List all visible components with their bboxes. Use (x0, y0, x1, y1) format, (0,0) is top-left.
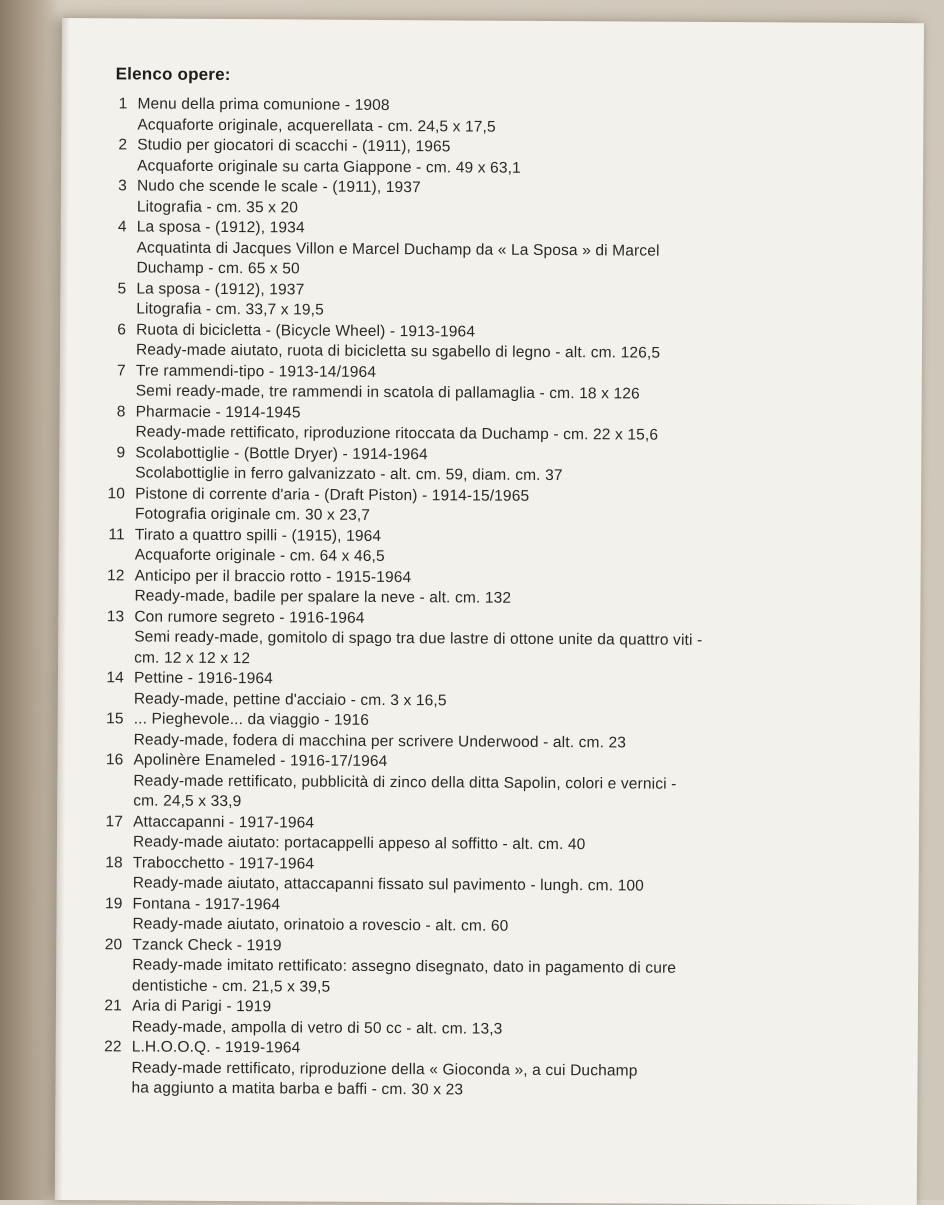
entry-description: Duchamp - cm. 65 x 50 (136, 259, 300, 278)
entry-body (136, 279, 848, 324)
entry-description: Ready-made, badile per spalare la neve - alt. cm. 132 (134, 587, 512, 607)
entry-number: 10 (107, 484, 126, 502)
entry-description: Ready-made imitato rettificato: assegno disegnato, dato in pagamento di cure (132, 956, 677, 977)
entry-title: Ruota di bicicletta - (Bicycle Wheel) - 1913-1964 (136, 320, 476, 341)
entry-title: Tzanck Check - 1919 (132, 935, 282, 954)
list-item (87, 525, 847, 571)
entry-description: Scolabottiglie in ferro galvanizzato - alt. cm. 59, diam. cm. 37 (135, 464, 563, 485)
entry-number: 17 (105, 812, 124, 830)
list-item (88, 320, 848, 366)
entry-body (134, 607, 846, 673)
entry-description: Ready-made, pettine d'acciaio - cm. 3 x 16,5 (133, 689, 447, 709)
entry-body (136, 361, 848, 406)
entry-body (134, 668, 846, 713)
list-item (88, 361, 848, 407)
entry-description: Semi ready-made, tre rammendi in scatola di pallamaglia - cm. 18 x 126 (135, 382, 640, 403)
entry-title: La sposa - (1912), 1934 (136, 218, 305, 237)
list-item (89, 94, 849, 140)
entry-description: cm. 24,5 x 33,9 (133, 792, 242, 811)
entry-number: 15 (106, 710, 124, 728)
entry-description: cm. 12 x 12 x 12 (134, 648, 251, 667)
entry-number: 2 (118, 136, 128, 154)
entry-number: 20 (104, 935, 123, 953)
list-item (85, 750, 845, 816)
entry-body (136, 217, 848, 283)
list-item (84, 935, 844, 1001)
entry-title: Tirato a quattro spilli - (1915), 1964 (134, 525, 382, 545)
entry-number: 9 (116, 443, 126, 461)
entry-description: Ready-made, ampolla di vetro di 50 cc - alt. cm. 13,3 (131, 1017, 503, 1038)
entry-number: 22 (104, 1038, 122, 1056)
entry-number: 18 (105, 853, 123, 871)
entry-description: Ready-made, fodera di macchina per scrivere Underwood - alt. cm. 23 (133, 730, 627, 751)
entry-title: Attaccapanni - 1917-1964 (133, 812, 315, 832)
entry-body (133, 750, 845, 816)
entry-title: Fontana - 1917-1964 (132, 894, 281, 913)
entry-title: Apolinère Enameled - 1916-17/1964 (133, 751, 388, 771)
list-item (87, 443, 847, 489)
entry-description: Litografia - cm. 33,7 x 19,5 (136, 300, 324, 319)
list-item (89, 176, 849, 222)
entry-title: Pharmacie - 1914-1945 (135, 402, 301, 421)
entry-description: Acquaforte originale - cm. 64 x 46,5 (134, 546, 385, 565)
entry-number: 16 (105, 751, 124, 769)
entry-body (135, 525, 847, 570)
entry-number: 6 (117, 320, 127, 338)
entry-description: Acquaforte originale su carta Giappone - cm. 49 x 63,1 (137, 156, 521, 177)
entry-number: 19 (104, 894, 123, 912)
entry-description: Acquatinta di Jacques Villon e Marcel Duchamp da « La Sposa » di Marcel (136, 238, 660, 260)
entry-number: 11 (108, 525, 125, 543)
entry-title: Scolabottiglie - (Bottle Dryer) - 1914-1964 (135, 443, 428, 463)
entry-number: 1 (118, 95, 128, 113)
entry-body (137, 94, 849, 139)
list-item (89, 135, 849, 181)
entry-title: Pettine - 1916-1964 (133, 669, 274, 688)
entry-description: Acquaforte originale, acquerellata - cm. 24,5 x 17,5 (137, 115, 496, 136)
entry-number: 8 (116, 402, 126, 420)
entry-description: Litografia - cm. 35 x 20 (136, 197, 299, 216)
list-item (87, 402, 847, 448)
entry-body (133, 853, 845, 898)
list-item (85, 812, 845, 858)
entry-body (134, 566, 846, 611)
entry-description: ha aggiunto a matita barba e baffi - cm. 30 x 23 (131, 1079, 464, 1099)
entry-title: Studio per giocatori di scacchi - (1911), 1965 (137, 136, 451, 156)
list-item (86, 607, 846, 673)
list-item (86, 709, 846, 755)
entry-body (135, 484, 847, 529)
list-item (84, 894, 844, 940)
catalog-page (55, 18, 924, 1205)
list-item (87, 484, 847, 530)
entry-number: 13 (106, 607, 125, 625)
entry-number: 5 (117, 279, 127, 297)
entry-title: Anticipo per il braccio rotto - 1915-1964 (134, 566, 412, 586)
list-item (88, 279, 848, 325)
entry-description: Ready-made aiutato: portacappelli appeso al soffitto - alt. cm. 40 (132, 833, 586, 854)
entry-body (132, 996, 844, 1041)
entry-title: Aria di Parigi - 1919 (131, 997, 272, 1016)
entry-description: Semi ready-made, gomitolo di spago tra due lastre di ottone unite da quattro viti - (134, 628, 703, 649)
entry-description: Ready-made aiutato, attaccapanni fissato sul pavimento - lungh. cm. 100 (132, 874, 645, 895)
entry-number: 4 (117, 218, 127, 236)
page-heading: Elenco opere: (115, 64, 231, 85)
entry-description: Ready-made rettificato, riproduzione ritoccata da Duchamp - cm. 22 x 15,6 (135, 423, 659, 444)
entry-body (137, 176, 849, 221)
entry-title: Con rumore segreto - 1916-1964 (134, 607, 365, 627)
entry-description: Ready-made rettificato, riproduzione della « Gioconda », a cui Duchamp (131, 1058, 638, 1080)
entry-description: Ready-made rettificato, pubblicità di zinco della ditta Sapolin, colori e vernici - (133, 771, 677, 793)
list-item (85, 853, 845, 899)
entry-number: 3 (118, 177, 128, 195)
entry-body (132, 935, 844, 1001)
entry-body (135, 443, 847, 488)
entry-title: L.H.O.O.Q. - 1919-1964 (131, 1038, 301, 1057)
entry-number: 21 (104, 997, 123, 1015)
entry-title: La sposa - (1912), 1937 (136, 279, 305, 298)
entry-number: 14 (106, 669, 125, 687)
entry-body (133, 812, 845, 857)
entry-title: Pistone di corrente d'aria - (Draft Piston) - 1914-15/1965 (135, 484, 530, 505)
works-list (83, 94, 849, 1103)
entry-body (131, 1037, 843, 1103)
entry-body (136, 320, 848, 365)
list-item (86, 566, 846, 612)
list-item (83, 1037, 843, 1103)
entry-title: Nudo che scende le scale - (1911), 1937 (136, 177, 421, 197)
entry-body (134, 709, 846, 754)
list-item (86, 668, 846, 714)
entry-title: Tre rammendi-tipo - 1913-14/1964 (135, 361, 377, 381)
entry-description: Fotografia originale cm. 30 x 23,7 (134, 505, 371, 524)
entry-number: 7 (117, 361, 126, 379)
entry-body (137, 135, 849, 180)
entry-description: dentistiche - cm. 21,5 x 39,5 (132, 976, 331, 996)
list-item (88, 217, 848, 283)
entry-body (132, 894, 844, 939)
list-item (84, 996, 844, 1042)
entry-number: 12 (106, 566, 125, 584)
entry-description: Ready-made aiutato, orinatoio a rovescio - alt. cm. 60 (132, 915, 509, 935)
entry-description: Ready-made aiutato, ruota di bicicletta su sgabello di legno - alt. cm. 126,5 (135, 341, 661, 362)
entry-title: Menu della prima comunione - 1908 (137, 95, 390, 115)
entry-body (135, 402, 847, 447)
entry-title: ... Pieghevole... da viaggio - 1916 (133, 710, 370, 729)
entry-title: Trabocchetto - 1917-1964 (132, 853, 315, 873)
